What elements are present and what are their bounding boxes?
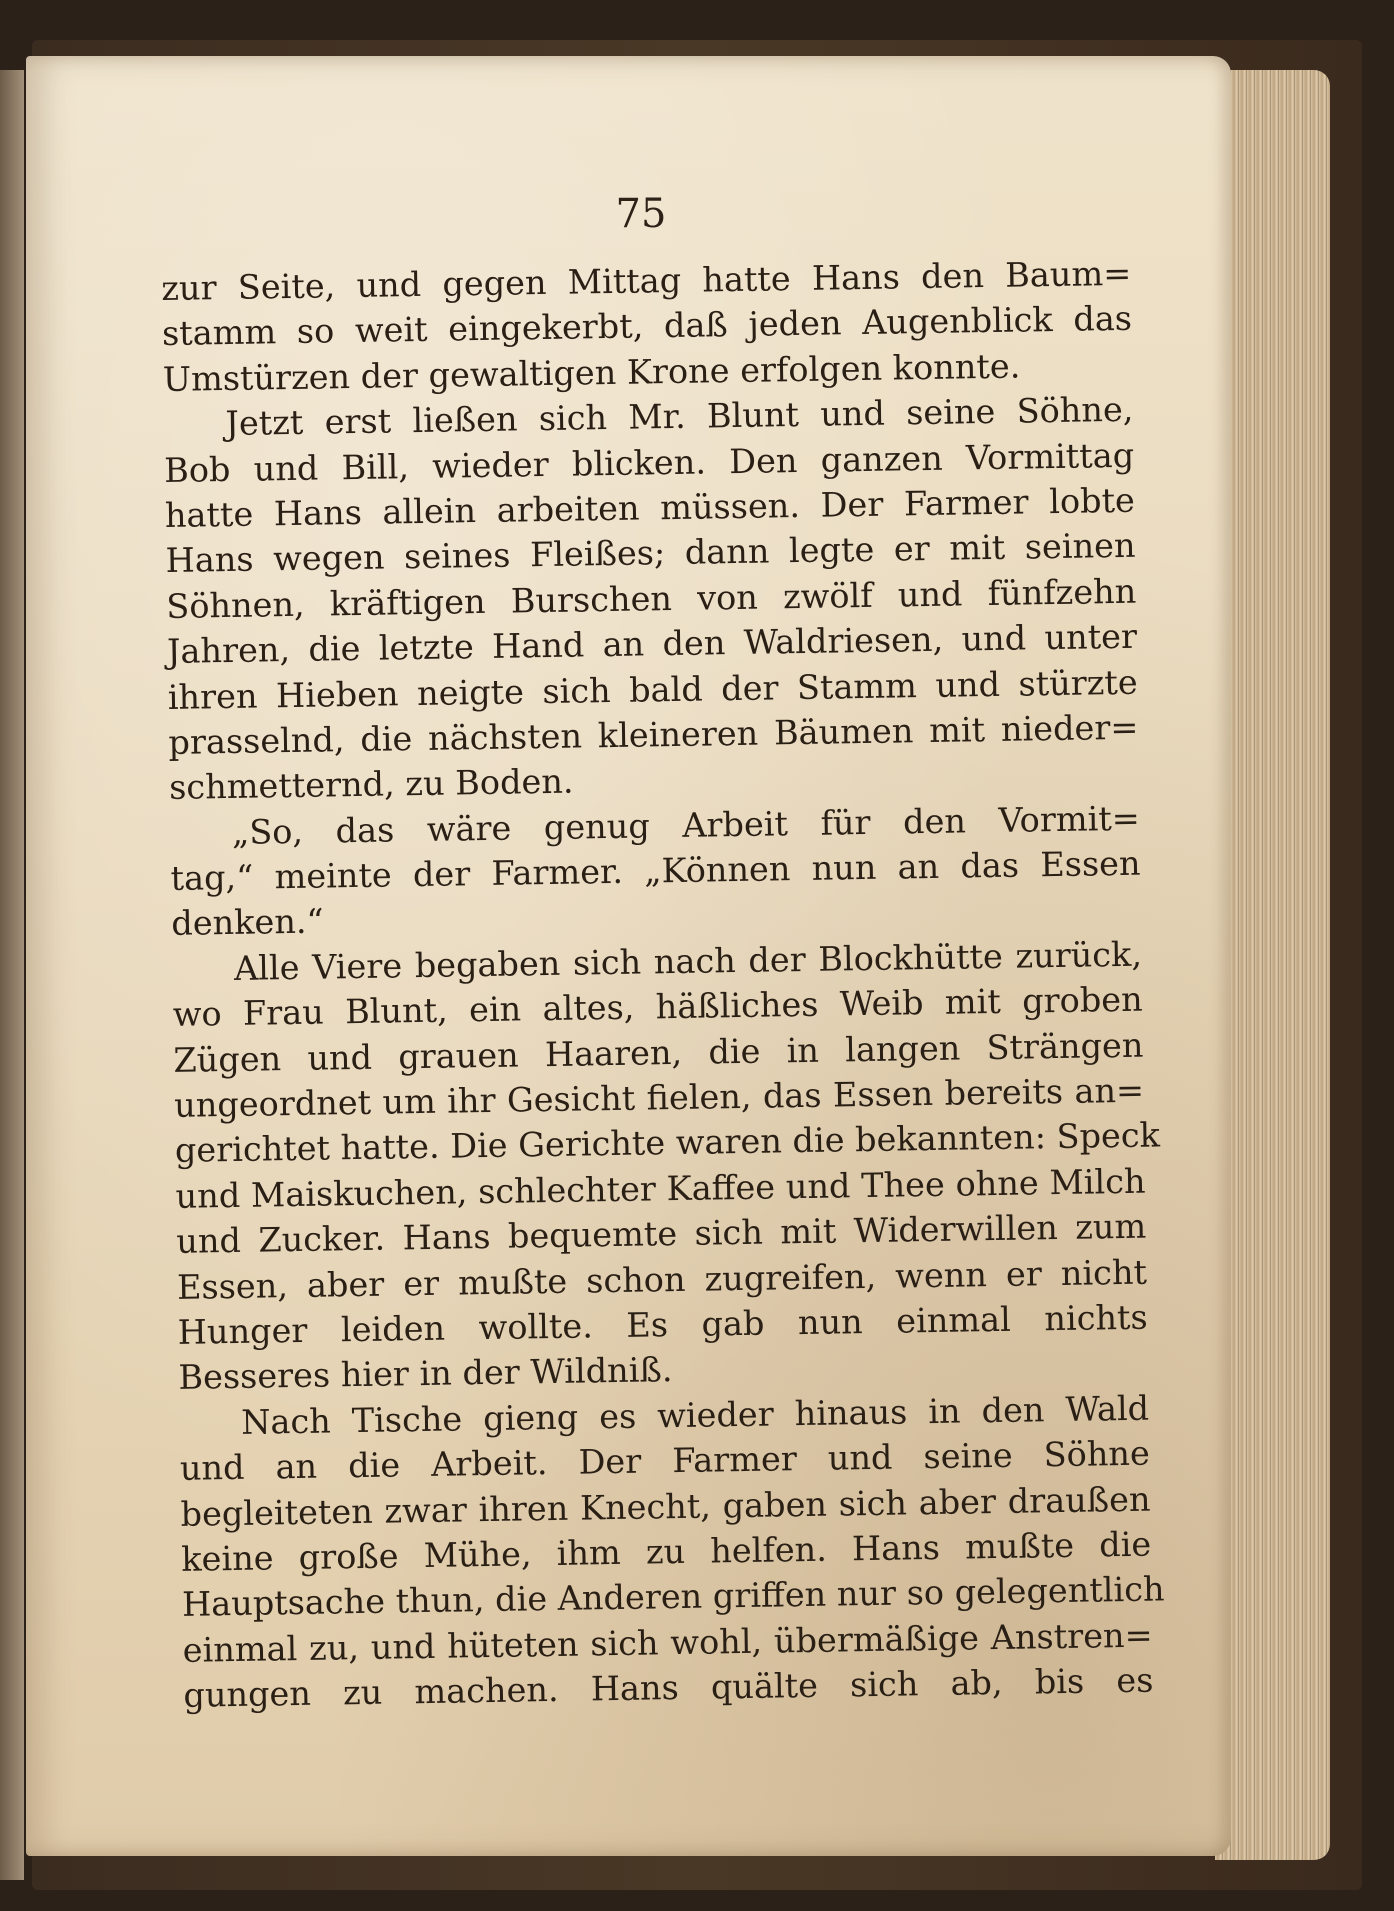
text-line: Besseres hier in der Wildniß. xyxy=(178,1350,673,1398)
text-line: gerichtet hatte. Die Gerichte waren die bekannten: Speck xyxy=(174,1115,1161,1171)
text-line: ihren Hieben neigte sich bald der Stamm und stürzte xyxy=(167,662,1138,717)
text-line: und Zucker. Hans bequemte sich mit Widerwillen zum xyxy=(176,1206,1147,1262)
text-line: prasselnd, die nächsten kleineren Bäumen mit nieder= xyxy=(168,707,1139,762)
text-line: Jahren, die letzte Hand an den Waldriesen, und unter xyxy=(166,616,1138,672)
text-line: hatte Hans allein arbeiten müssen. Der Farmer lobte xyxy=(164,480,1136,535)
text-line: Söhnen, kräftigen Burschen von zwölf und fünfzehn xyxy=(166,571,1137,626)
text-line: einmal zu, und hüteten sich wohl, übermäßige Anstren= xyxy=(182,1615,1153,1670)
page-number: 75 xyxy=(615,191,667,237)
text-line: Umstürzen der gewaltigen Krone erfolgen konnte. xyxy=(162,346,1021,399)
book-page xyxy=(26,56,1231,1856)
text-line: Jetzt erst ließen sich Mr. Blunt und seine Söhne, xyxy=(225,389,1134,444)
text-line: wo Frau Blunt, ein altes, häßliches Weib mit groben xyxy=(172,979,1143,1035)
text-line: Bob und Bill, wieder blicken. Den ganzen Vormittag xyxy=(163,435,1135,490)
text-line: denken.“ xyxy=(171,901,324,944)
text-line: und Maiskuchen, schlechter Kaffee und Thee ohne Milch xyxy=(175,1161,1146,1216)
text-line: Alle Viere begaben sich nach der Blockhütte zurück, xyxy=(233,934,1143,988)
text-line: ungeordnet um ihr Gesicht fielen, das Essen bereits an= xyxy=(173,1070,1145,1125)
text-line: schmetternd, zu Boden. xyxy=(168,761,574,808)
text-line: Hunger leiden wollte. Es gab nun einmal nichts xyxy=(177,1297,1148,1352)
text-line: Zügen und grauen Haaren, die in langen Strängen xyxy=(173,1025,1144,1080)
text-line: tag,“ meinte der Farmer. „Können nun an das Essen xyxy=(170,843,1141,899)
text-line: Essen, aber er mußte schon zugreifen, wenn er nicht xyxy=(176,1252,1148,1307)
facing-page-edge xyxy=(0,70,24,1880)
text-line: Hans wegen seines Fleißes; dann legte er mit seinen xyxy=(165,526,1136,581)
text-line: begleiteten zwar ihren Knecht, gaben sich aber draußen xyxy=(180,1479,1151,1534)
text-line: und an die Arbeit. Der Farmer und seine Söhne xyxy=(179,1433,1151,1489)
text-line: Nach Tische gieng es wieder hinaus in den Wald xyxy=(240,1388,1150,1442)
text-line: Hauptsache thun, die Anderen griffen nur so gelegentlich xyxy=(181,1569,1165,1625)
text-line: stamm so weit eingekerbt, daß jeden Augenblick das xyxy=(161,299,1133,354)
body-text xyxy=(161,251,1165,1719)
text-line: gungen zu machen. Hans quälte sich ab, bis es xyxy=(183,1660,1154,1715)
text-line: „So, das wäre genug Arbeit für den Vormit= xyxy=(231,798,1141,852)
text-line: zur Seite, und gegen Mittag hatte Hans den Baum= xyxy=(161,253,1132,308)
page-block-edges xyxy=(1215,70,1330,1860)
text-line: keine große Mühe, ihm zu helfen. Hans mußte die xyxy=(181,1524,1152,1579)
